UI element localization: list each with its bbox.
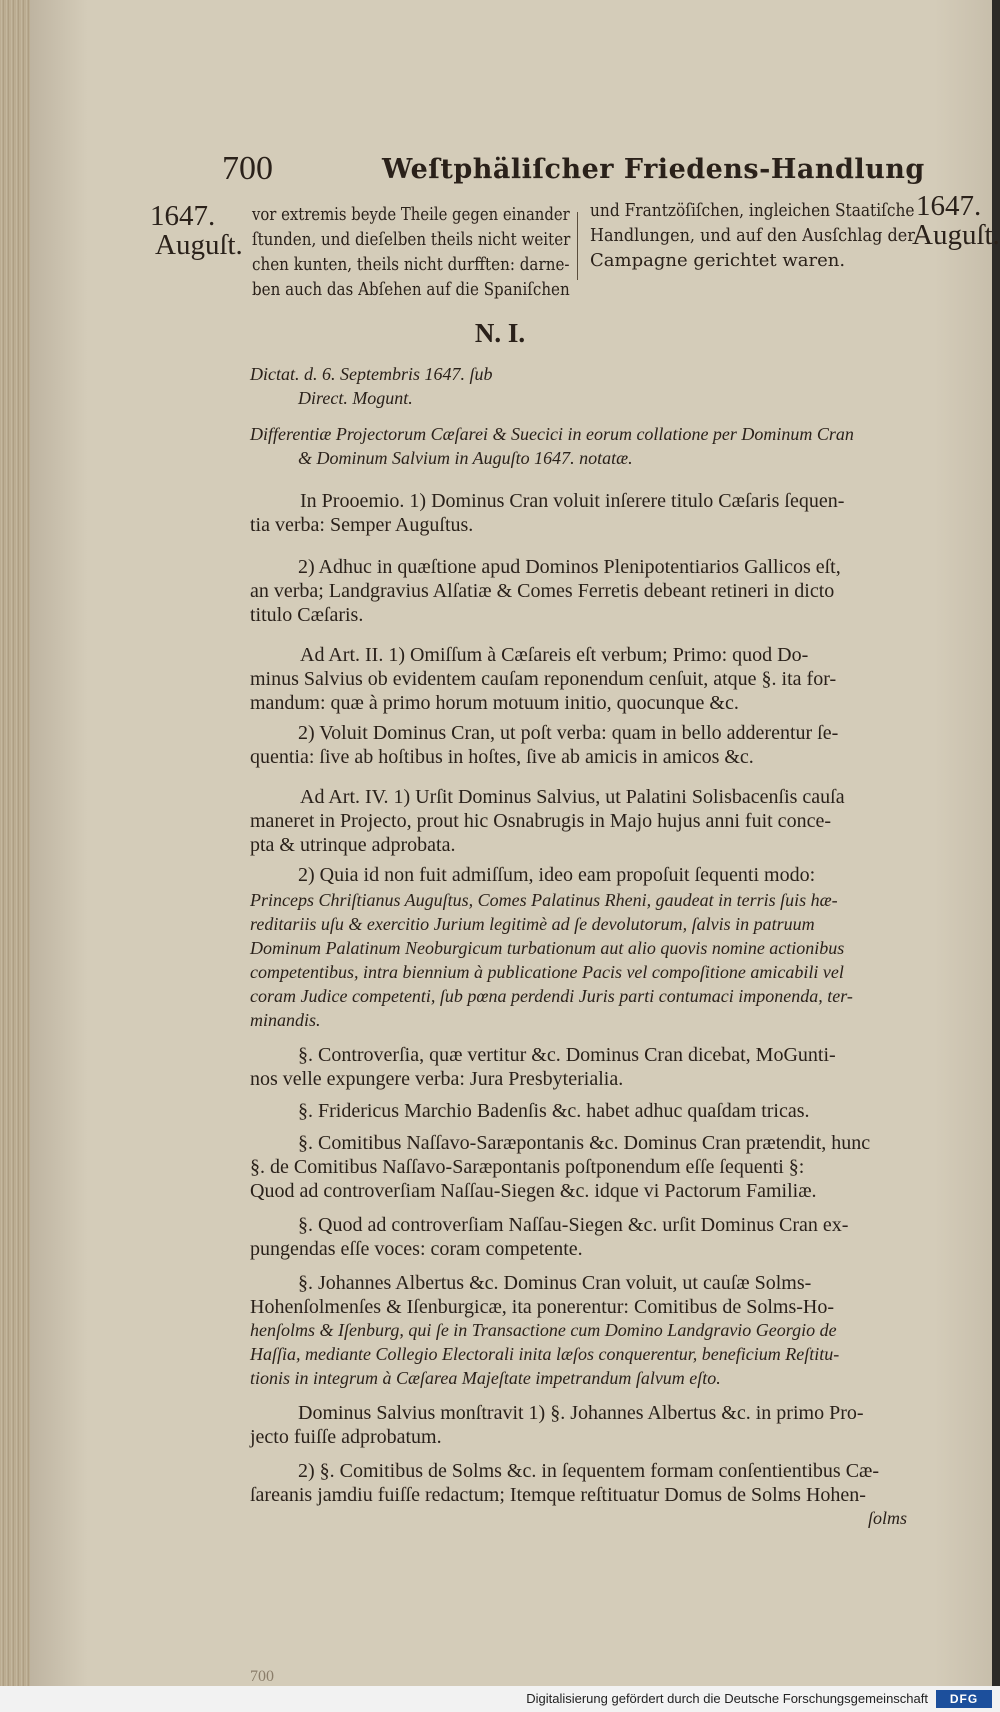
section-heading: N. I. [474,318,526,348]
book-page-edge [0,0,30,1686]
body-line: Dominum Palatinum Neoburgicum turbationum aut alio quovis nomine actionibus [250,938,845,958]
intro-left-line: vor extremis beyde Theile gegen einander [252,204,570,225]
body-line: an verba; Landgravius Alſatiæ & Comes Ferretis debeant retineri in dicto [250,580,835,602]
body-line: minus Salvius ob evidentem cauſam reponendum cenſuit, atque §. ita for- [250,668,837,690]
margin-month-left: Auguſt. [155,229,243,261]
body-line: Dominus Salvius monſtravit 1) §. Johannes Albertus &c. in primo Pro- [298,1402,864,1424]
column-divider [577,212,578,280]
margin-year-right: 1647. [916,190,982,222]
intro-right-line: Campagne gerichtet waren. [590,250,846,271]
body-line: Quod ad controverſiam Naſſau-Siegen &c. idque vi Pactorum Familiæ. [250,1180,817,1202]
margin-year-left: 1647. [150,200,216,232]
document-title-line: Differentiæ Projectorum Cæſarei & Suecici in eorum collatione per Dominum Cran [250,424,854,444]
body-line: reditariis uſu & exercitio Jurium legitimè ad ſe devolutorum, ſalvis in patruum [250,914,815,934]
dfg-logo: DFG [936,1690,992,1708]
body-line: Hohenſolmenſes & Iſenburgicæ, ita ponerentur: Comitibus de Solms-Ho- [250,1296,834,1318]
body-line: §. Johannes Albertus &c. Dominus Cran voluit, ut cauſæ Solms- [298,1272,812,1294]
body-line: 2) Adhuc in quæſtione apud Dominos Plenipotentiarios Gallicos eſt, [298,556,841,578]
body-line: tia verba: Semper Auguſtus. [250,514,474,536]
body-line: titulo Cæſaris. [250,604,364,626]
margin-month-right: Auguſt. [912,219,1000,251]
body-line: §. Comitibus Naſſavo-Saræpontanis &c. Dominus Cran prætendit, hunc [298,1132,871,1154]
body-line: coram Judice competenti, ſub pœna perdendi Juris parti contumaci imponenda, ter- [250,986,853,1006]
body-line: pungendas eſſe voces: coram competente. [250,1238,583,1260]
body-line: §. de Comitibus Naſſavo-Saræpontanis poſtponendum eſſe ſequenti §: [250,1156,805,1178]
body-line: Ad Art. IV. 1) Urſit Dominus Salvius, ut Palatini Solisbacenſis cauſa [300,786,845,808]
body-line: 2) Voluit Dominus Cran, ut poſt verba: quam in bello adderentur ſe- [298,722,839,744]
body-line: maneret in Projecto, prout hic Osnabrugis in Majo hujus anni fuit conce- [250,810,831,832]
body-line: jecto fuiſſe adprobatum. [250,1426,442,1448]
intro-left-line: ſtunden, und dieſelben theils nicht weiter [252,229,571,250]
body-line: mandum: quæ à primo horum motuum initio, quocunque &c. [250,692,739,714]
body-line: ſolms [868,1508,908,1528]
body-line: Haſſia, mediante Collegio Electorali inita læſos conquerentur, beneficium Reſtitu- [250,1344,840,1364]
intro-right-line: Handlungen, und auf den Ausſchlag der [590,225,915,246]
body-line: In Prooemio. 1) Dominus Cran voluit inſerere titulo Cæſaris ſequen- [300,490,845,512]
intro-left-line: ben auch das Abſehen auf die Spaniſchen [252,279,570,300]
body-line: §. Quod ad controverſiam Naſſau-Siegen &c. urſit Dominus Cran ex- [298,1214,849,1236]
body-line: competentibus, intra biennium à publicatione Pacis vel compoſitione amicabili vel [250,962,844,982]
page-number: 700 [222,150,273,187]
dictat-line: Dictat. d. 6. Septembris 1647. ſub [250,364,493,384]
body-line: minandis. [250,1010,321,1030]
intro-right-line: und Frantzöſiſchen, ingleichen Staatiſche [590,200,915,221]
body-line: §. Controverſia, quæ vertitur &c. Dominus Cran dicebat, MoGunti- [298,1044,836,1066]
document-title-line: & Dominum Salvium in Auguſto 1647. notatæ. [298,448,633,468]
body-line: Ad Art. II. 1) Omiſſum à Cæſareis eſt verbum; Primo: quod Do- [300,644,809,666]
body-line: pta & utrinque adprobata. [250,834,456,856]
body-line: tionis in integrum à Cæſarea Majeſtate impetrandum ſalvum eſto. [250,1368,721,1388]
body-line: ſareanis jamdiu fuiſſe redactum; Itemque reſtituatur Domus de Solms Hohen- [250,1484,866,1506]
footer-credit: Digitalisierung gefördert durch die Deutsche Forschungsgemeinschaft [526,1691,928,1706]
faint-page-number: 700 [250,1668,274,1685]
body-line: henſolms & Iſenburg, qui ſe in Transactione cum Domino Landgravio Georgio de [250,1320,837,1340]
dictat-line: Direct. Mogunt. [298,388,413,408]
running-title: Weſtphäliſcher Friedens-Handlung [382,154,925,185]
body-line: nos velle expungere verba: Jura Presbyterialia. [250,1068,624,1090]
digitization-footer [0,1686,1000,1712]
body-line: 2) §. Comitibus de Solms &c. in ſequentem formam conſentientibus Cæ- [298,1460,880,1482]
body-line: Princeps Chriſtianus Auguſtus, Comes Palatinus Rheni, gaudeat in terris ſuis hæ- [250,890,838,910]
body-line: §. Fridericus Marchio Badenſis &c. habet adhuc quaſdam tricas. [298,1100,810,1122]
body-line: 2) Quia id non fuit admiſſum, ideo eam propoſuit ſequenti modo: [298,864,816,886]
intro-left-line: chen kunten, theils nicht durfften: darne- [252,254,570,275]
body-line: quentia: ſive ab hoſtibus in hoſtes, ſive ab amicis in amicos &c. [250,746,754,768]
